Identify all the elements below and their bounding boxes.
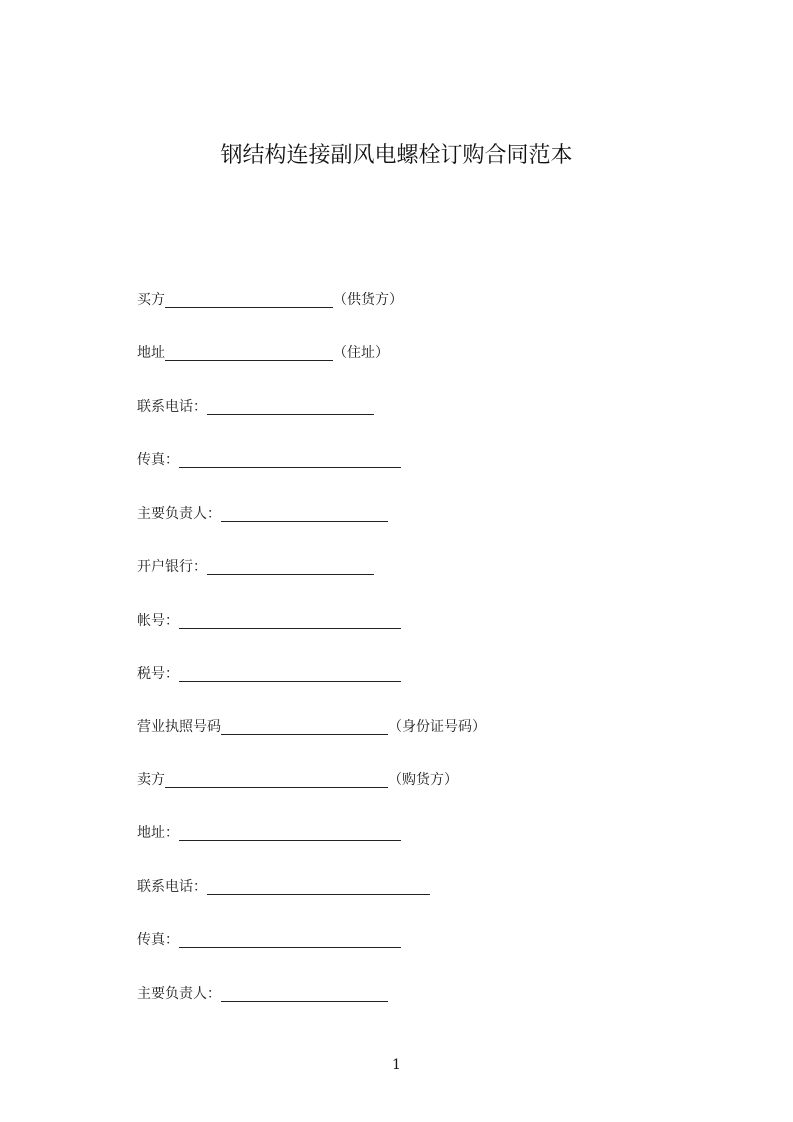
buyer-party-label: 买方 xyxy=(137,292,165,308)
seller-phone-label: 联系电话： xyxy=(137,879,207,895)
buyer-manager-line xyxy=(137,503,388,525)
buyer-address-blank xyxy=(165,344,333,361)
seller-fax-label: 传真： xyxy=(137,932,179,948)
seller-manager-line xyxy=(137,983,388,1005)
buyer-party-line xyxy=(137,289,403,311)
buyer-phone-line xyxy=(137,396,374,418)
seller-phone-blank xyxy=(207,878,430,895)
buyer-fax-blank xyxy=(179,451,401,468)
buyer-bank-line xyxy=(137,556,374,578)
buyer-tax-line xyxy=(137,663,401,685)
buyer-license-note: （身份证号码） xyxy=(388,719,486,735)
seller-address-line xyxy=(137,822,401,844)
seller-manager-blank xyxy=(221,985,388,1002)
buyer-phone-label: 联系电话： xyxy=(137,399,207,415)
buyer-fax-label: 传真： xyxy=(137,452,179,468)
seller-party-label: 卖方 xyxy=(137,772,165,788)
buyer-address-label: 地址 xyxy=(137,345,165,361)
buyer-tax-label: 税号： xyxy=(137,666,179,682)
buyer-phone-blank xyxy=(207,398,374,415)
page-number: 1 xyxy=(392,1057,401,1073)
buyer-manager-blank xyxy=(221,505,388,522)
buyer-bank-blank xyxy=(207,558,374,575)
buyer-account-blank xyxy=(179,612,401,629)
buyer-manager-label: 主要负责人： xyxy=(137,506,221,522)
seller-phone-line xyxy=(137,876,430,898)
seller-party-blank xyxy=(165,771,388,788)
buyer-license-line xyxy=(137,716,486,738)
buyer-party-blank xyxy=(165,291,333,308)
buyer-party-note: （供货方） xyxy=(333,292,403,308)
buyer-account-label: 帐号： xyxy=(137,613,179,629)
buyer-account-line xyxy=(137,610,401,632)
buyer-address-line xyxy=(137,342,389,364)
buyer-license-blank xyxy=(221,718,388,735)
buyer-fax-line xyxy=(137,449,401,471)
buyer-tax-blank xyxy=(179,665,401,682)
seller-fax-blank xyxy=(179,931,401,948)
document-title: 钢结构连接副风电螺栓订购合同范本 xyxy=(220,143,573,168)
seller-fax-line xyxy=(137,929,401,951)
seller-manager-label: 主要负责人： xyxy=(137,986,221,1002)
seller-party-note: （购货方） xyxy=(388,772,458,788)
seller-party-line xyxy=(137,769,458,791)
seller-address-blank xyxy=(179,824,401,841)
buyer-license-label: 营业执照号码 xyxy=(137,719,221,735)
buyer-bank-label: 开户银行： xyxy=(137,559,207,575)
buyer-address-note: （住址） xyxy=(333,345,389,361)
seller-address-label: 地址： xyxy=(137,825,179,841)
